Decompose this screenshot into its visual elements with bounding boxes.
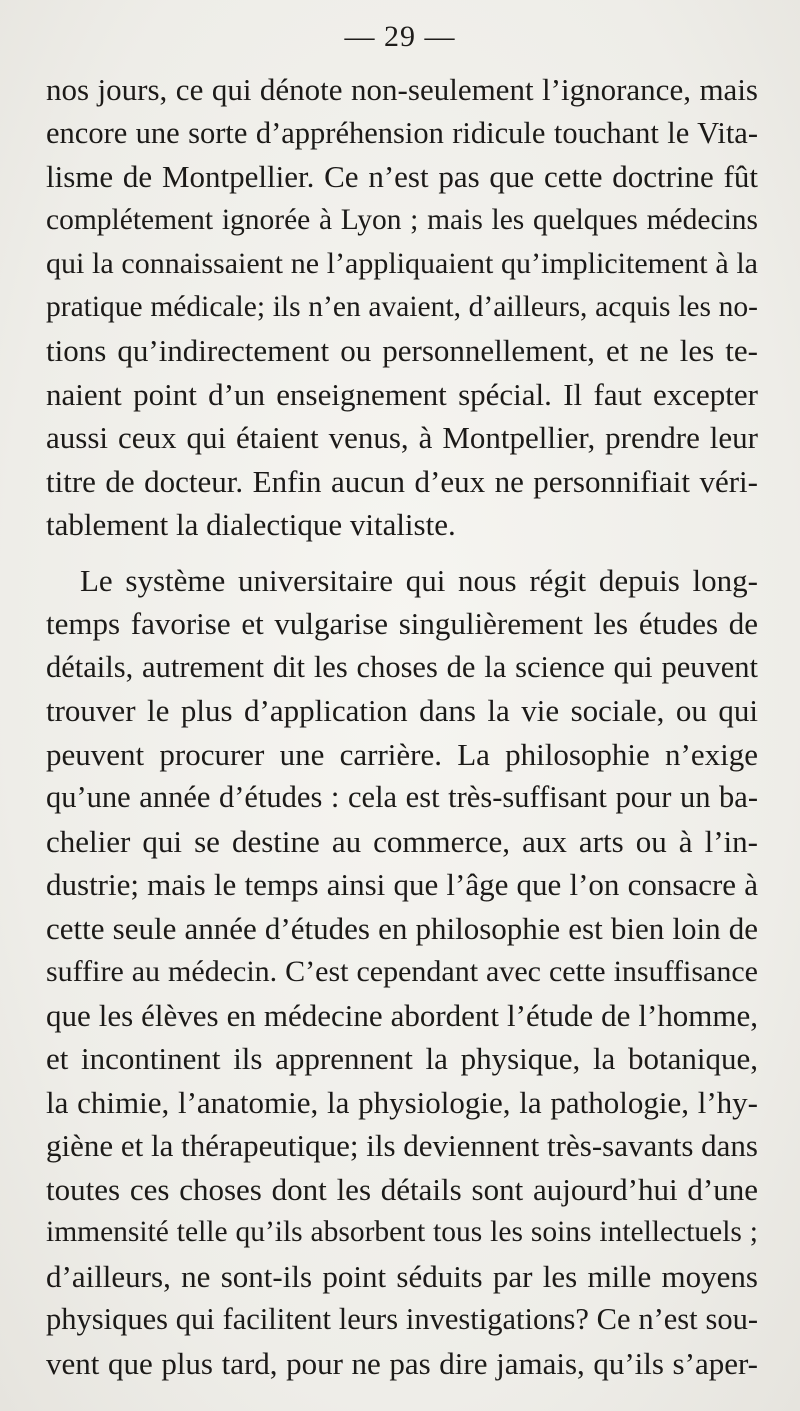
text-line: chelier qui se destine au commerce, aux arts ou à l’in- bbox=[46, 823, 758, 859]
text-line: giène et la thérapeutique; ils deviennent très-savants dans bbox=[46, 1128, 758, 1163]
text-line: nos jours, ce qui dénote non-seulement l’ignorance, mais bbox=[46, 72, 758, 107]
text-line: tablement la dialectique vitaliste. bbox=[46, 507, 456, 542]
text-line: suffire au médecin. C’est cependant avec cette insuffisance bbox=[46, 955, 758, 988]
text-line: tions qu’indirectement ou personnellement, et ne les te- bbox=[46, 333, 758, 368]
text-line: naient point d’un enseignement spécial. Il faut excepter bbox=[46, 376, 758, 412]
text-line: Le système universitaire qui nous régit depuis long- bbox=[80, 562, 758, 598]
text-line: encore une sorte d’appréhension ridicule touchant le Vita- bbox=[46, 115, 758, 150]
text-line: physiques qui facilitent leurs investigations? Ce n’est sou- bbox=[46, 1302, 758, 1336]
text-line: et incontinent ils apprennent la physique, la botanique, bbox=[46, 1041, 758, 1076]
text-line: dustrie; mais le temps ainsi que l’âge que l’on consacre à bbox=[46, 867, 758, 902]
text-line: détails, autrement dit les choses de la science qui peuvent bbox=[46, 649, 758, 684]
text-line: immensité telle qu’ils absorbent tous les soins intellectuels ; bbox=[46, 1216, 758, 1248]
body-text bbox=[46, 68, 758, 1385]
text-line: titre de docteur. Enfin aucun d’eux ne personnifiait véri- bbox=[46, 463, 758, 499]
paragraph-2 bbox=[46, 559, 758, 1386]
text-line: toutes ces choses dont les détails sont aujourd’hui d’une bbox=[46, 1171, 758, 1207]
text-line: la chimie, l’anatomie, la physiologie, la pathologie, l’hy- bbox=[46, 1084, 758, 1120]
text-line: trouver le plus d’application dans la vie sociale, ou qui bbox=[46, 693, 758, 728]
text-line: pratique médicale; ils n’en avaient, d’ailleurs, acquis les no- bbox=[46, 290, 758, 323]
text-line: complétement ignorée à Lyon ; mais les quelques médecins bbox=[46, 203, 758, 236]
text-line: peuvent procurer une carrière. La philosophie n’exige bbox=[46, 736, 758, 772]
text-line: qu’une année d’études : cela est très-suffisant pour un ba- bbox=[46, 780, 758, 814]
text-line: aussi ceux qui étaient venus, à Montpellier, prendre leur bbox=[46, 420, 758, 455]
text-line: lisme de Montpellier. Ce n’est pas que cette doctrine fût bbox=[46, 159, 758, 194]
text-line: d’ailleurs, ne sont-ils point séduits par les mille moyens bbox=[46, 1258, 758, 1294]
paragraph-gap bbox=[46, 547, 758, 559]
text-line: vent que plus tard, pour ne pas dire jamais, qu’ils s’aper- bbox=[46, 1345, 758, 1381]
text-line: temps favorise et vulgarise singulièrement les études de bbox=[46, 606, 758, 641]
page-number: — 29 — bbox=[344, 20, 456, 53]
text-line: cette seule année d’études en philosophie est bien loin de bbox=[46, 910, 758, 946]
text-line: qui la connaissaient ne l’appliquaient qu’implicitement à la bbox=[46, 247, 758, 280]
text-line: que les élèves en médecine abordent l’étude de l’homme, bbox=[46, 997, 758, 1033]
paragraph-1 bbox=[46, 68, 758, 547]
